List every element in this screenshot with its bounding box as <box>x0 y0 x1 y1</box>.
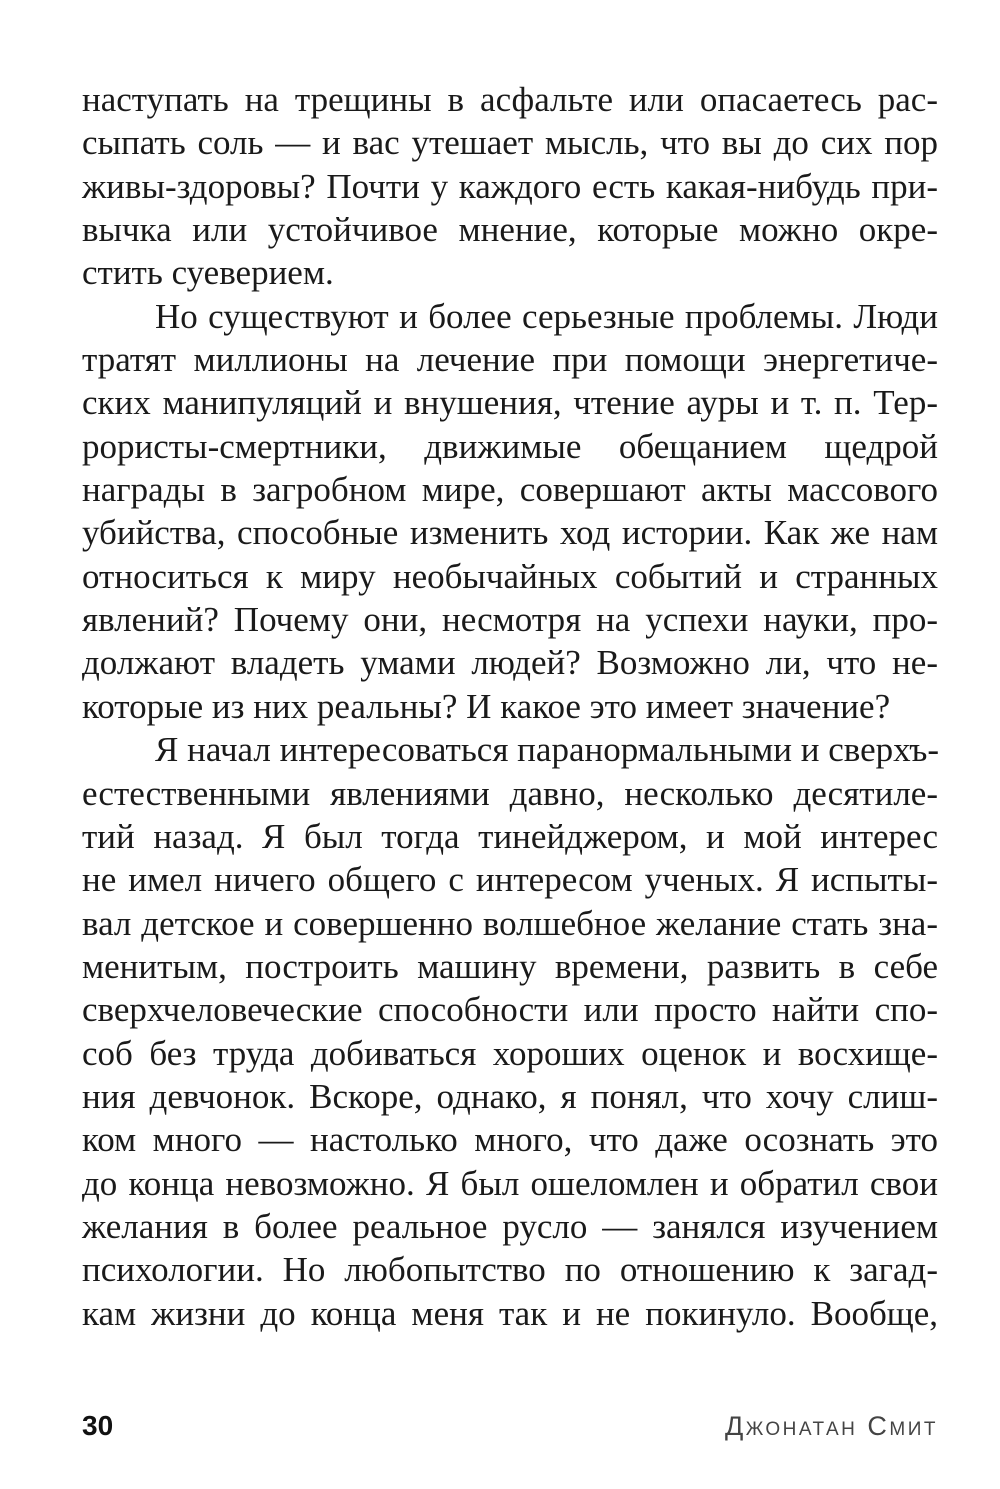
running-head-author: Джонатан Смит <box>724 1411 938 1441</box>
text-line: живы-здоровы? Почти у каждого есть какая-нибудь при- <box>82 166 938 206</box>
page-footer <box>82 1406 938 1446</box>
text-line: ния девчонок. Вскоре, однако, я понял, что хочу слиш- <box>82 1076 938 1116</box>
text-line: ских манипуляций и внушения, чтение ауры и т. п. Тер- <box>82 383 938 423</box>
text-line: тий назад. Я был тогда тинейджером, и мой интерес <box>82 816 938 856</box>
text-line: тратят миллионы на лечение при помощи энергетиче- <box>82 340 938 380</box>
text-line: которые из них реальны? И какое это имеет значение? <box>82 686 891 726</box>
text-line: рористы-смертники, движимые обещанием щедрой <box>82 426 938 466</box>
text-line: сыпать соль — и вас утешает мысль, что вы до сих пор <box>82 123 938 163</box>
text-line: вычка или устойчивое мнение, которые можно окре- <box>82 210 938 250</box>
text-line: соб без труда добиваться хороших оценок и восхище- <box>82 1033 938 1073</box>
paragraph-first-line: Но существуют и более серьезные проблемы. Люди <box>155 296 938 336</box>
page-body <box>82 78 938 1335</box>
text-line: естественными явлениями давно, несколько десятиле- <box>82 773 938 813</box>
text-line: сверхчеловеческие способности или просто найти спо- <box>82 990 938 1030</box>
text-line: не имел ничего общего с интересом ученых. Я испыты- <box>82 860 938 900</box>
text-line: относиться к миру необычайных событий и странных <box>82 556 938 596</box>
paragraph-first-line: Я начал интересоваться паранормальными и сверхъ- <box>155 730 940 770</box>
text-line: менитым, построить машину времени, развить в себе <box>82 946 938 986</box>
page-number: 30 <box>82 1410 114 1441</box>
text-line: вал детское и совершенно волшебное желание стать зна- <box>82 903 938 943</box>
text-line: психологии. Но любопытство по отношению к загад- <box>82 1250 938 1290</box>
text-line: до конца невозможно. Я был ошеломлен и обратил свои <box>82 1163 938 1203</box>
text-line: наступать на трещины в асфальте или опасаетесь рас- <box>82 80 938 119</box>
text-line: ком много — настолько много, что даже осознать это <box>82 1120 938 1160</box>
text-line: убийства, способные изменить ход истории. Как же нам <box>82 513 938 553</box>
text-line: награды в загробном мире, совершают акты массового <box>82 470 938 510</box>
text-line: должают владеть умами людей? Возможно ли, что не- <box>82 643 938 683</box>
text-line: стить суеверием. <box>82 253 334 293</box>
text-line: кам жизни до конца меня так и не покинуло. Вообще, <box>82 1293 938 1333</box>
text-line: желания в более реальное русло — занялся изучением <box>82 1206 938 1246</box>
text-line: явлений? Почему они, несмотря на успехи науки, про- <box>82 600 938 640</box>
